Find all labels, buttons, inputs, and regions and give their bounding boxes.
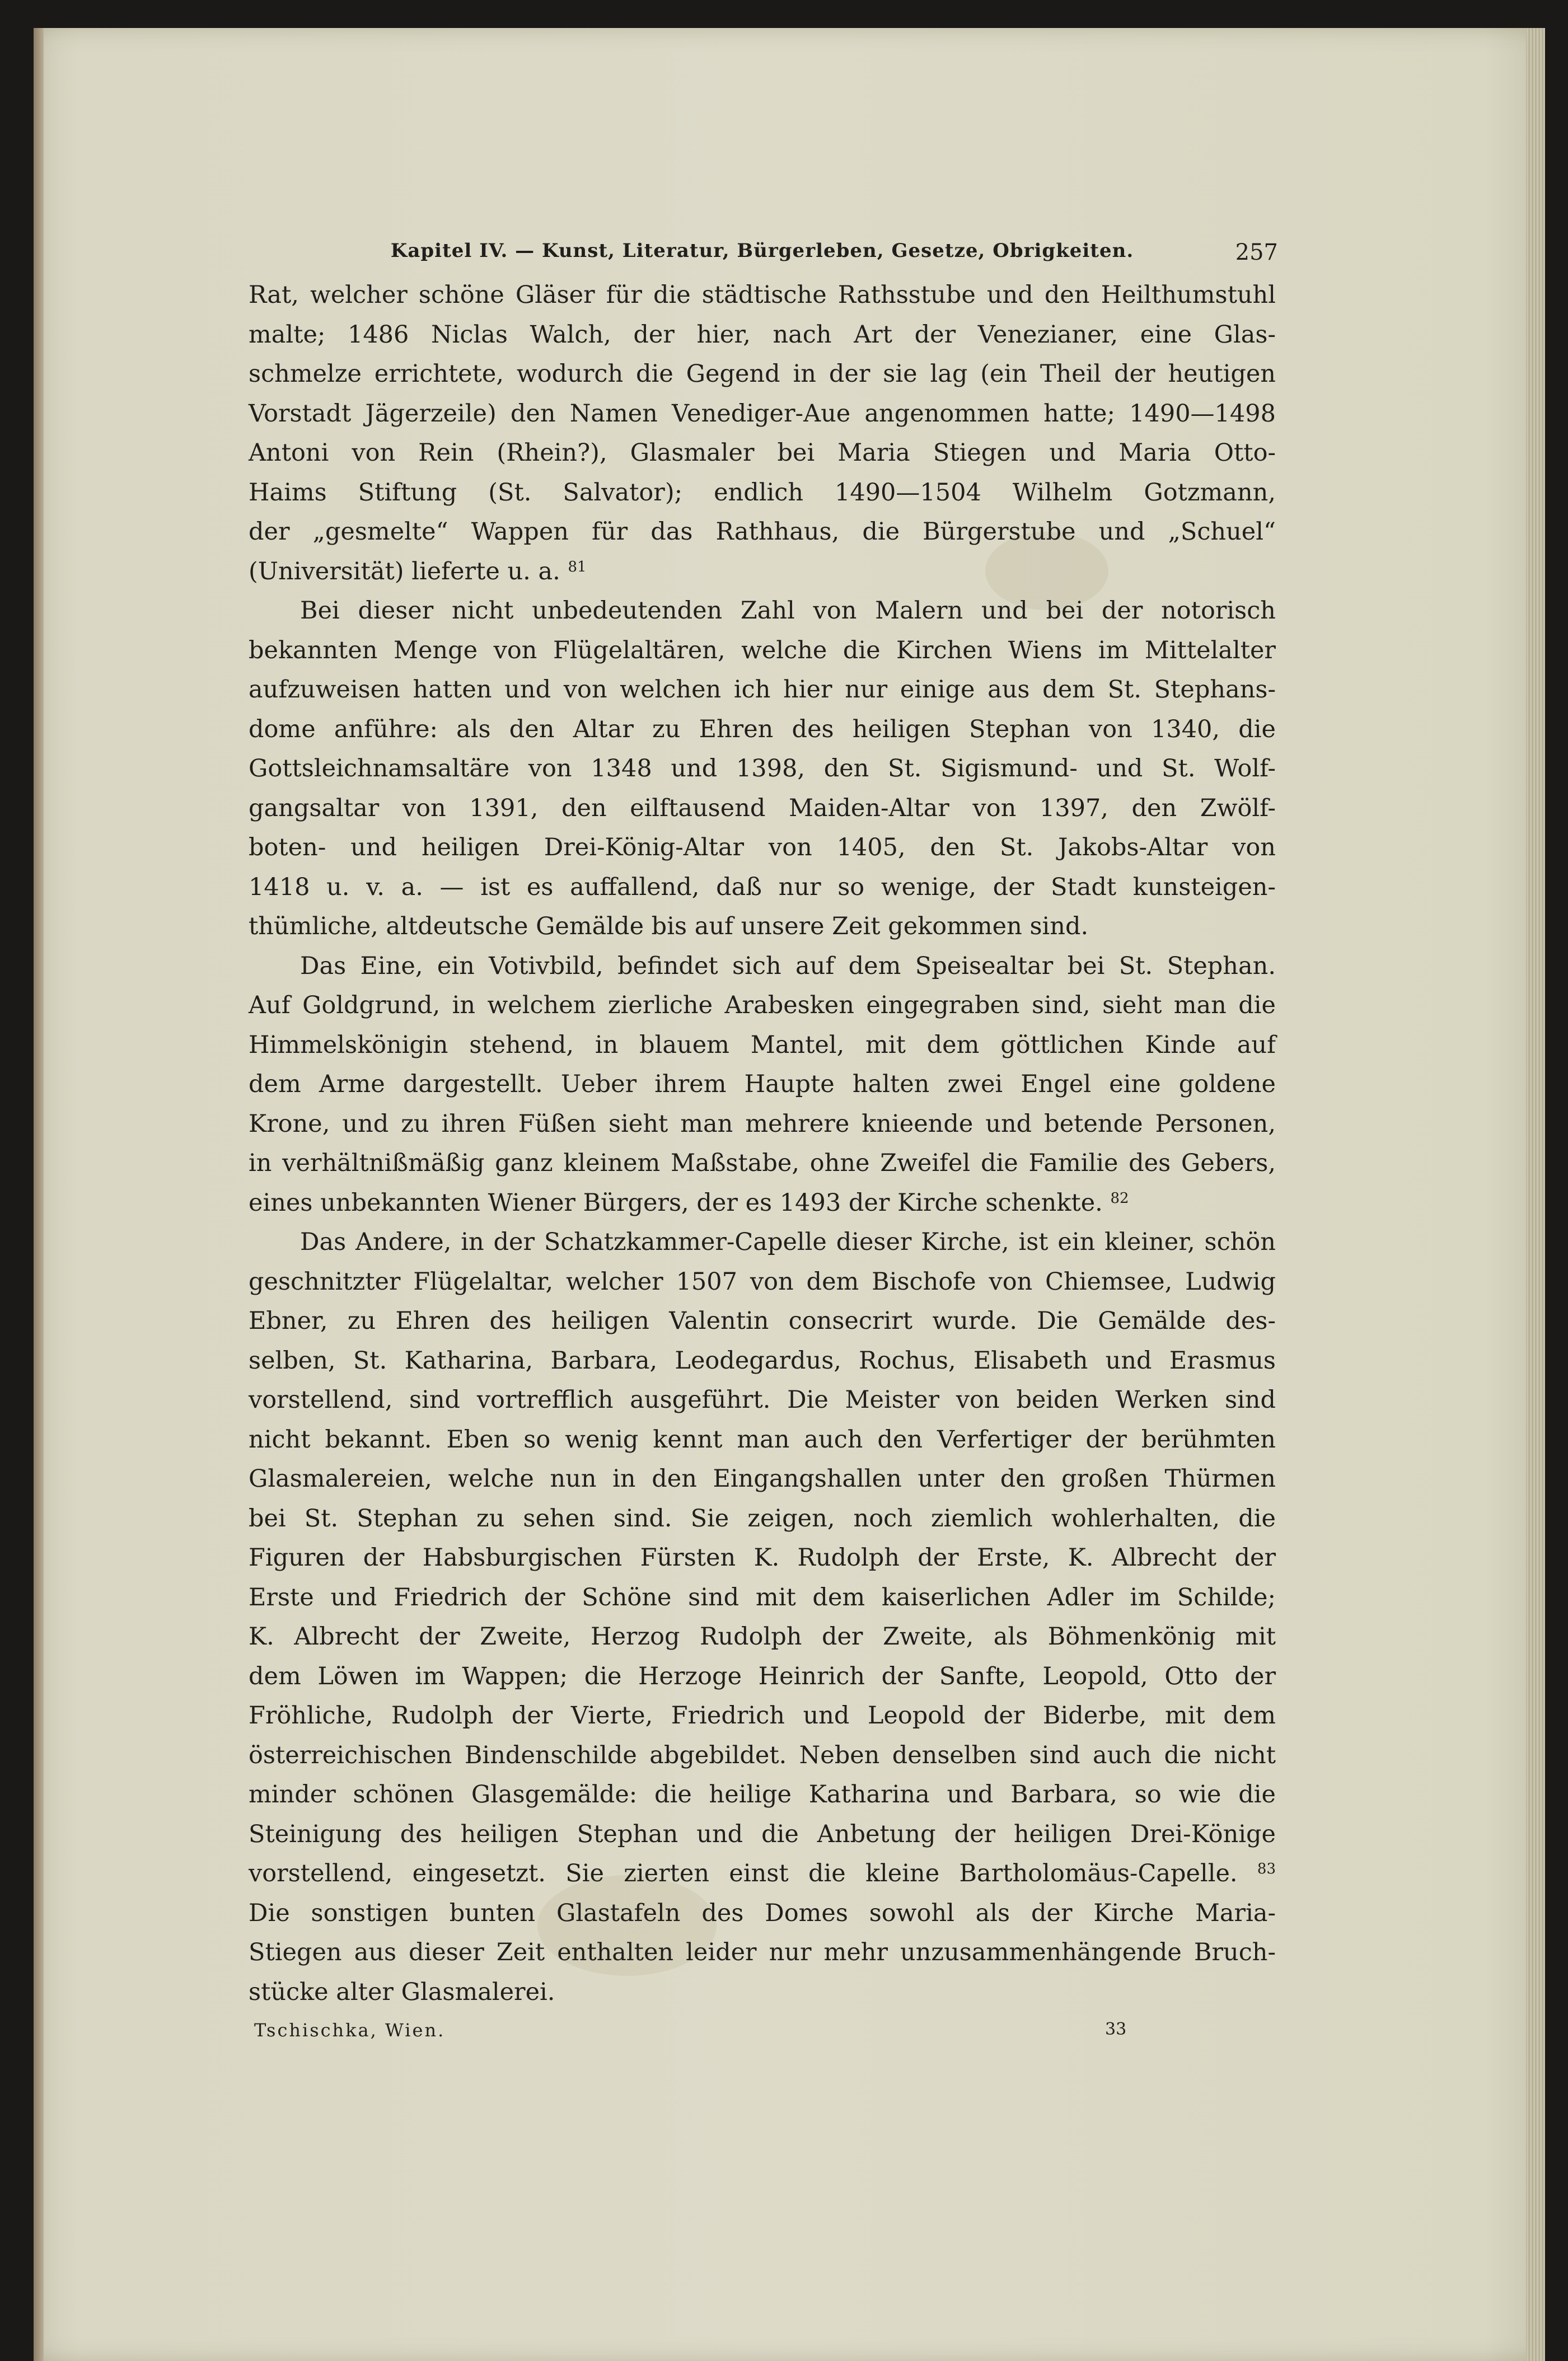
line-text: vorstellend, sind vortrefflich ausgeführt. Die Meister von beiden Werken sind bbox=[249, 1386, 1276, 1414]
text-line bbox=[249, 1933, 1276, 1973]
footnote-reference: 81 bbox=[568, 558, 587, 575]
text-line bbox=[249, 1025, 1276, 1065]
running-head bbox=[249, 240, 1276, 275]
text-line bbox=[249, 828, 1276, 868]
line-text: thümliche, altdeutsche Gemälde bis auf unsere Zeit gekommen sind. bbox=[249, 912, 1089, 940]
line-text: Auf Goldgrund, in welchem zierliche Arabesken eingegraben sind, sieht man die bbox=[249, 991, 1276, 1019]
printer-signature: Tschischka, Wien. bbox=[254, 2020, 446, 2041]
page-footer bbox=[249, 2020, 1276, 2053]
line-text: K. Albrecht der Zweite, Herzog Rudolph der Zweite, als Böhmenkönig mit bbox=[249, 1623, 1276, 1651]
text-line bbox=[249, 1578, 1276, 1618]
line-text: selben, St. Katharina, Barbara, Leodegardus, Rochus, Elisabeth und Erasmus bbox=[249, 1346, 1276, 1375]
text-line bbox=[249, 394, 1276, 434]
text-block bbox=[249, 240, 1276, 2053]
text-line bbox=[249, 512, 1276, 552]
line-text: dome anführe: als den Altar zu Ehren des heiligen Stephan von 1340, die bbox=[249, 715, 1276, 743]
line-text: Ebner, zu Ehren des heiligen Valentin consecrirt wurde. Die Gemälde des- bbox=[249, 1307, 1276, 1335]
line-text: Das Eine, ein Votivbild, befindet sich auf dem Speisealtar bei St. Stephan. bbox=[300, 952, 1276, 980]
footnote-reference: 82 bbox=[1110, 1189, 1129, 1207]
text-line bbox=[249, 1854, 1276, 1894]
text-line bbox=[249, 473, 1276, 513]
text-line bbox=[249, 1380, 1276, 1420]
line-text: Figuren der Habsburgischen Fürsten K. Rudolph der Erste, K. Albrecht der bbox=[249, 1544, 1276, 1572]
line-text: vorstellend, eingesetzt. Sie zierten einst die kleine Bartholomäus-Capelle. bbox=[249, 1859, 1238, 1887]
text-line bbox=[249, 1301, 1276, 1341]
text-line bbox=[249, 1420, 1276, 1460]
text-line bbox=[249, 1065, 1276, 1104]
line-text: minder schönen Glasgemälde: die heilige Katharina und Barbara, so wie die bbox=[249, 1781, 1276, 1809]
line-text: dem Löwen im Wappen; die Herzoge Heinrich der Sanfte, Leopold, Otto der bbox=[249, 1662, 1276, 1690]
line-text: gangsaltar von 1391, den eilftausend Maiden-Altar von 1397, den Zwölf- bbox=[249, 794, 1276, 822]
text-line bbox=[249, 1815, 1276, 1854]
text-line bbox=[249, 1894, 1276, 1933]
line-text: in verhältnißmäßig ganz kleinem Maßstabe, ohne Zweifel die Familie des Gebers, bbox=[249, 1149, 1276, 1177]
line-text: Rat, welcher schöne Gläser für die städtische Rathsstube und den Heilthumstuhl bbox=[249, 281, 1276, 309]
line-text: schmelze errichtete, wodurch die Gegend in der sie lag (ein Theil der heutigen bbox=[249, 360, 1276, 388]
line-text: Steinigung des heiligen Stephan und die Anbetung der heiligen Drei-Könige bbox=[249, 1820, 1276, 1848]
text-line bbox=[249, 1657, 1276, 1697]
text-line bbox=[249, 631, 1276, 671]
line-text: Vorstadt Jägerzeile) den Namen Venediger-Aue angenommen hatte; 1490—1498 bbox=[249, 399, 1276, 428]
line-text: Bei dieser nicht unbedeutenden Zahl von Malern und bei der notorisch bbox=[300, 597, 1276, 625]
text-line bbox=[249, 986, 1276, 1025]
text-line bbox=[249, 315, 1276, 355]
text-line bbox=[249, 1499, 1276, 1539]
text-line bbox=[249, 907, 1276, 947]
text-line bbox=[249, 1144, 1276, 1183]
footnote-reference: 83 bbox=[1257, 1861, 1276, 1877]
text-line bbox=[249, 275, 1276, 315]
page-number: 257 bbox=[1235, 240, 1278, 265]
line-text: eines unbekannten Wiener Bürgers, der es 1493 der Kirche schenkte. bbox=[249, 1188, 1103, 1217]
body-text bbox=[249, 275, 1276, 2012]
line-text: geschnitzter Flügelaltar, welcher 1507 von dem Bischofe von Chiemsee, Ludwig bbox=[249, 1267, 1276, 1296]
text-line bbox=[249, 868, 1276, 907]
line-text: Die sonstigen bunten Glastafeln des Domes sowohl als der Kirche Maria- bbox=[249, 1899, 1276, 1927]
text-line bbox=[249, 1973, 1276, 2012]
text-line bbox=[249, 1459, 1276, 1499]
text-line bbox=[249, 749, 1276, 789]
line-text: Haims Stiftung (St. Salvator); endlich 1490—1504 Wilhelm Gotzmann, bbox=[249, 478, 1276, 507]
line-text: Glasmalereien, welche nun in den Eingangshallen unter den großen Thürmen bbox=[249, 1465, 1276, 1493]
text-line bbox=[249, 789, 1276, 828]
line-text: Fröhliche, Rudolph der Vierte, Friedrich und Leopold der Biderbe, mit dem bbox=[249, 1702, 1276, 1730]
line-text: österreichischen Bindenschilde abgebildet. Neben denselben sind auch die nicht bbox=[249, 1741, 1276, 1769]
text-line bbox=[249, 552, 1276, 592]
page-binding-edge bbox=[34, 28, 44, 2361]
text-line bbox=[249, 1538, 1276, 1578]
text-line bbox=[249, 1617, 1276, 1657]
line-text: aufzuweisen hatten und von welchen ich hier nur einige aus dem St. Stephans- bbox=[249, 676, 1276, 704]
book-page bbox=[34, 28, 1545, 2361]
line-text: Antoni von Rein (Rhein?), Glasmaler bei Maria Stiegen und Maria Otto- bbox=[249, 439, 1276, 467]
line-text: Himmelskönigin stehend, in blauem Mantel, mit dem göttlichen Kinde auf bbox=[249, 1030, 1276, 1059]
text-line bbox=[249, 1262, 1276, 1302]
text-line bbox=[249, 947, 1276, 986]
line-text: der „gesmelte“ Wappen für das Rathhaus, die Bürgerstube und „Schuel“ bbox=[249, 518, 1276, 546]
page-fore-edge bbox=[1526, 28, 1545, 2361]
line-text: bekannten Menge von Flügelaltären, welche die Kirchen Wiens im Mittelalter bbox=[249, 636, 1276, 664]
text-line bbox=[249, 670, 1276, 710]
line-text: Stiegen aus dieser Zeit enthalten leider nur mehr unzusammenhängende Bruch- bbox=[249, 1938, 1276, 1966]
line-text: Gottsleichnamsaltäre von 1348 und 1398, den St. Sigismund- und St. Wolf- bbox=[249, 755, 1276, 783]
line-text: 1418 u. v. a. — ist es auffallend, daß nur so wenige, der Stadt kunsteigen- bbox=[249, 873, 1276, 901]
text-line bbox=[249, 591, 1276, 631]
line-text: bei St. Stephan zu sehen sind. Sie zeigen, noch ziemlich wohlerhalten, die bbox=[249, 1504, 1276, 1533]
line-text: Das Andere, in der Schatzkammer-Capelle dieser Kirche, ist ein kleiner, schön bbox=[300, 1228, 1276, 1256]
text-line bbox=[249, 1696, 1276, 1736]
text-line bbox=[249, 1341, 1276, 1381]
text-line bbox=[249, 433, 1276, 473]
text-line bbox=[249, 710, 1276, 749]
text-line bbox=[249, 1775, 1276, 1815]
line-text: dem Arme dargestellt. Ueber ihrem Haupte halten zwei Engel eine goldene bbox=[249, 1070, 1276, 1098]
text-line bbox=[249, 1736, 1276, 1776]
chapter-heading: Kapitel IV. — Kunst, Literatur, Bürgerleben, Gesetze, Obrigkeiten. bbox=[390, 240, 1134, 262]
line-text: Krone, und zu ihren Füßen sieht man mehrere knieende und betende Personen, bbox=[249, 1109, 1276, 1138]
text-line bbox=[249, 1222, 1276, 1262]
text-line bbox=[249, 1183, 1276, 1223]
line-text: stücke alter Glasmalerei. bbox=[249, 1978, 555, 2006]
line-text: Erste und Friedrich der Schöne sind mit dem kaiserlichen Adler im Schilde; bbox=[249, 1583, 1276, 1612]
text-line bbox=[249, 1104, 1276, 1144]
line-text: boten- und heiligen Drei-König-Altar von 1405, den St. Jakobs-Altar von bbox=[249, 833, 1276, 861]
line-text: nicht bekannt. Eben so wenig kennt man auch den Verfertiger der berühmten bbox=[249, 1425, 1276, 1454]
sheet-number: 33 bbox=[1105, 2020, 1127, 2039]
line-text: malte; 1486 Niclas Walch, der hier, nach Art der Venezianer, eine Glas- bbox=[249, 320, 1276, 349]
line-text: (Universität) lieferte u. a. bbox=[249, 557, 560, 585]
text-line bbox=[249, 354, 1276, 394]
